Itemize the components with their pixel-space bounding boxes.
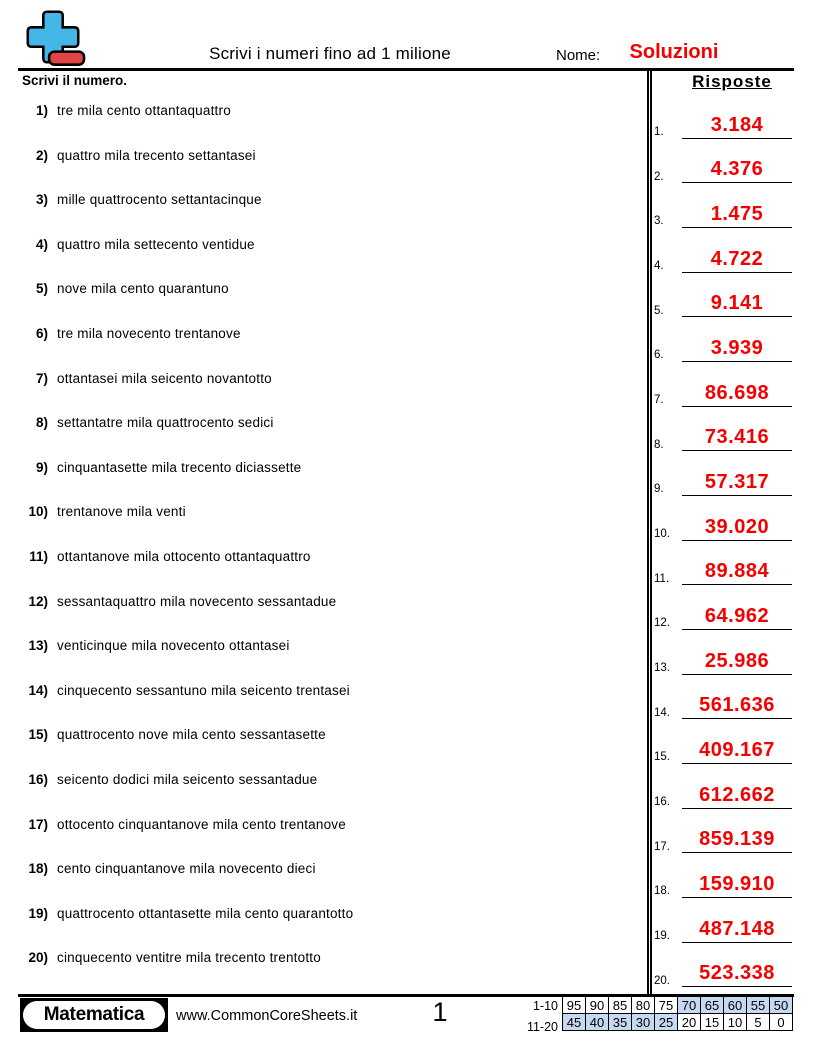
answer-row: [654, 496, 792, 541]
answer-number: 15.: [654, 751, 670, 764]
question-text: trentanove mila venti: [57, 504, 186, 520]
subject-badge-label: Matematica: [23, 1001, 165, 1029]
answer-row: [654, 317, 792, 362]
question-row: [16, 281, 626, 326]
grade-cell: 70: [678, 997, 701, 1014]
answer-row: [654, 719, 792, 764]
answer-blank: [682, 427, 792, 451]
question-row: [16, 549, 626, 594]
question-number: 6): [35, 325, 48, 341]
answer-blank: [682, 115, 792, 139]
answer-blank: [682, 740, 792, 764]
question-number: 17): [28, 816, 48, 832]
question-number: 4): [35, 236, 48, 252]
name-value-solutions: Soluzioni: [629, 41, 719, 63]
answer-number: 16.: [654, 796, 670, 809]
question-row: [16, 371, 626, 416]
grade-cell: 30: [632, 1014, 655, 1031]
question-number: 7): [35, 370, 48, 386]
question-number: 2): [35, 147, 48, 163]
question-row: [16, 192, 626, 237]
question-row: [16, 727, 626, 772]
answer-blank: [682, 829, 792, 853]
question-number: 16): [28, 771, 48, 787]
plus-minus-logo-icon: [20, 8, 86, 68]
question-text: mille quattrocento settantacinque: [57, 192, 262, 208]
answer-blank: [682, 695, 792, 719]
answer-blank: [682, 963, 792, 987]
answer-value: 4.376: [710, 158, 764, 181]
grade-table-row2: [563, 1014, 793, 1031]
grade-cell: 75: [655, 997, 678, 1014]
answer-value: 9.141: [710, 292, 764, 315]
question-row: [16, 326, 626, 371]
answer-value: 73.416: [704, 426, 770, 449]
answer-value: 4.722: [710, 247, 764, 270]
answer-number: 14.: [654, 706, 670, 719]
question-row: [16, 817, 626, 862]
question-text: quattro mila settecento ventidue: [57, 236, 255, 252]
answer-value: 561.636: [699, 694, 775, 717]
answer-number: 4.: [654, 260, 664, 273]
answer-value: 409.167: [699, 739, 775, 762]
grade-cell: 45: [563, 1014, 586, 1031]
answer-row: [654, 630, 792, 675]
answer-value: 3.939: [710, 337, 764, 360]
question-number: 14): [28, 682, 48, 698]
grade-cell: 25: [655, 1014, 678, 1031]
answer-row: [654, 943, 792, 988]
grade-cell: 90: [586, 997, 609, 1014]
answer-row: [654, 809, 792, 854]
answer-blank: [682, 517, 792, 541]
answer-blank: [682, 159, 792, 183]
grade-cell: 10: [724, 1014, 747, 1031]
column-separator: [647, 70, 652, 995]
answer-number: 3.: [654, 215, 664, 228]
answer-value: 57.317: [704, 471, 770, 494]
answer-number: 20.: [654, 974, 670, 987]
question-text: cinquantasette mila trecento diciassette: [57, 459, 302, 475]
question-number: 20): [28, 950, 48, 966]
question-number: 18): [28, 861, 48, 877]
question-row: [16, 504, 626, 549]
page-title: Scrivi i numeri fino ad 1 milione: [209, 44, 451, 63]
grade-cell: 50: [770, 997, 793, 1014]
answer-blank: [682, 785, 792, 809]
answer-number: 5.: [654, 304, 664, 317]
question-text: ottocento cinquantanove mila cento trentanove: [57, 816, 346, 832]
answer-value: 612.662: [699, 783, 775, 806]
question-text: settantatre mila quattrocento sedici: [57, 415, 274, 431]
answer-row: [654, 273, 792, 318]
answer-number: 17.: [654, 840, 670, 853]
answer-row: [654, 675, 792, 720]
question-row: [16, 772, 626, 817]
answer-blank: [682, 561, 792, 585]
question-number: 8): [35, 415, 48, 431]
answer-blank: [682, 383, 792, 407]
question-row: [16, 460, 626, 505]
grade-cell: 95: [563, 997, 586, 1014]
instruction-text: Scrivi il numero.: [22, 73, 128, 88]
answer-blank: [682, 204, 792, 228]
questions-list: [16, 103, 626, 995]
grade-cell: 35: [609, 1014, 632, 1031]
question-row: [16, 950, 626, 995]
answer-row: [654, 451, 792, 496]
question-text: cinquecento ventitre mila trecento trentotto: [57, 950, 321, 966]
question-text: cinquecento sessantuno mila seicento trentasei: [57, 682, 350, 698]
question-text: ottantasei mila seicento novantotto: [57, 370, 272, 386]
answer-value: 159.910: [699, 873, 775, 896]
name-label: Nome:: [556, 47, 601, 64]
grade-table: [562, 996, 793, 1031]
question-text: quattrocento nove mila cento sessantasette: [57, 727, 326, 743]
answer-row: [654, 541, 792, 586]
answer-value: 487.148: [699, 917, 775, 940]
answer-value: 1.475: [710, 203, 764, 226]
grade-cell: 5: [747, 1014, 770, 1031]
question-text: ottantanove mila ottocento ottantaquattro: [57, 548, 311, 564]
answer-row: [654, 407, 792, 452]
answer-blank: [682, 293, 792, 317]
answer-row: [654, 139, 792, 184]
question-text: sessantaquattro mila novecento sessantadue: [57, 593, 337, 609]
answer-number: 1.: [654, 126, 664, 139]
answer-row: [654, 764, 792, 809]
answer-number: 6.: [654, 349, 664, 362]
question-row: [16, 638, 626, 683]
answer-number: 8.: [654, 438, 664, 451]
question-text: venticinque mila novecento ottantasei: [57, 638, 290, 654]
question-number: 11): [29, 548, 48, 564]
grade-cell: 55: [747, 997, 770, 1014]
question-text: tre mila cento ottantaquattro: [57, 103, 231, 118]
answer-value: 25.986: [704, 649, 770, 672]
answers-column-header: Risposte: [692, 72, 772, 91]
answer-blank: [682, 249, 792, 273]
question-row: [16, 237, 626, 282]
question-number: 10): [28, 504, 48, 520]
answer-value: 523.338: [699, 962, 775, 985]
answer-value: 3.184: [710, 113, 764, 136]
question-number: 13): [28, 638, 48, 654]
grade-row2-label: 11-20: [526, 1019, 558, 1034]
answer-number: 7.: [654, 394, 664, 407]
question-number: 19): [28, 905, 48, 921]
answer-number: 2.: [654, 170, 664, 183]
grade-cell: 40: [586, 1014, 609, 1031]
question-number: 3): [35, 192, 48, 208]
grade-table-labels: [496, 996, 558, 1037]
answer-number: 12.: [654, 617, 670, 630]
question-number: 12): [28, 593, 48, 609]
answer-number: 11.: [654, 572, 670, 585]
answer-number: 9.: [654, 483, 664, 496]
question-row: [16, 861, 626, 906]
question-row: [16, 103, 626, 148]
answer-value: 86.698: [704, 381, 770, 404]
question-number: 9): [35, 459, 48, 475]
grade-cell: 0: [770, 1014, 793, 1031]
answer-number: 10.: [654, 528, 670, 541]
answer-blank: [682, 919, 792, 943]
question-text: quattrocento ottantasette mila cento quarantotto: [57, 905, 354, 921]
question-text: nove mila cento quarantuno: [57, 281, 229, 297]
header-divider: [18, 68, 794, 71]
answer-number: 18.: [654, 885, 670, 898]
answer-row: [654, 94, 792, 139]
question-number: 1): [35, 103, 48, 118]
answer-blank: [682, 874, 792, 898]
answer-blank: [682, 651, 792, 675]
answer-row: [654, 183, 792, 228]
grade-cell: 20: [678, 1014, 701, 1031]
answer-value: 859.139: [699, 828, 775, 851]
question-row: [16, 594, 626, 639]
grade-table-row1: [563, 997, 793, 1014]
logo-minus-shape: [49, 52, 84, 65]
answer-number: 19.: [654, 930, 670, 943]
grade-cell: 85: [609, 997, 632, 1014]
answer-row: [654, 362, 792, 407]
question-text: seicento dodici mila seicento sessantadue: [57, 771, 318, 787]
answer-blank: [682, 472, 792, 496]
page-number: 1: [432, 997, 448, 1027]
grade-cell: 60: [724, 997, 747, 1014]
answer-value: 39.020: [704, 515, 770, 538]
question-row: [16, 148, 626, 193]
question-text: quattro mila trecento settantasei: [57, 147, 256, 163]
grade-cell: 65: [701, 997, 724, 1014]
answer-row: [654, 898, 792, 943]
answer-number: 13.: [654, 662, 670, 675]
question-number: 15): [28, 727, 48, 743]
answers-list: [654, 94, 792, 987]
answer-row: [654, 853, 792, 898]
question-row: [16, 683, 626, 728]
answer-value: 89.884: [704, 560, 770, 583]
grade-cell: 80: [632, 997, 655, 1014]
grade-row1-label: 1-10: [532, 999, 558, 1013]
answer-value: 64.962: [704, 605, 770, 628]
answer-row: [654, 228, 792, 273]
question-row: [16, 415, 626, 460]
question-text: cento cinquantanove mila novecento dieci: [57, 861, 316, 877]
answer-blank: [682, 606, 792, 630]
subject-badge: [20, 998, 168, 1032]
answer-blank: [682, 338, 792, 362]
question-row: [16, 906, 626, 951]
question-text: tre mila novecento trentanove: [57, 325, 241, 341]
grade-cell: 15: [701, 1014, 724, 1031]
website-url: www.CommonCoreSheets.it: [176, 1008, 358, 1024]
answer-row: [654, 585, 792, 630]
question-number: 5): [35, 281, 48, 297]
